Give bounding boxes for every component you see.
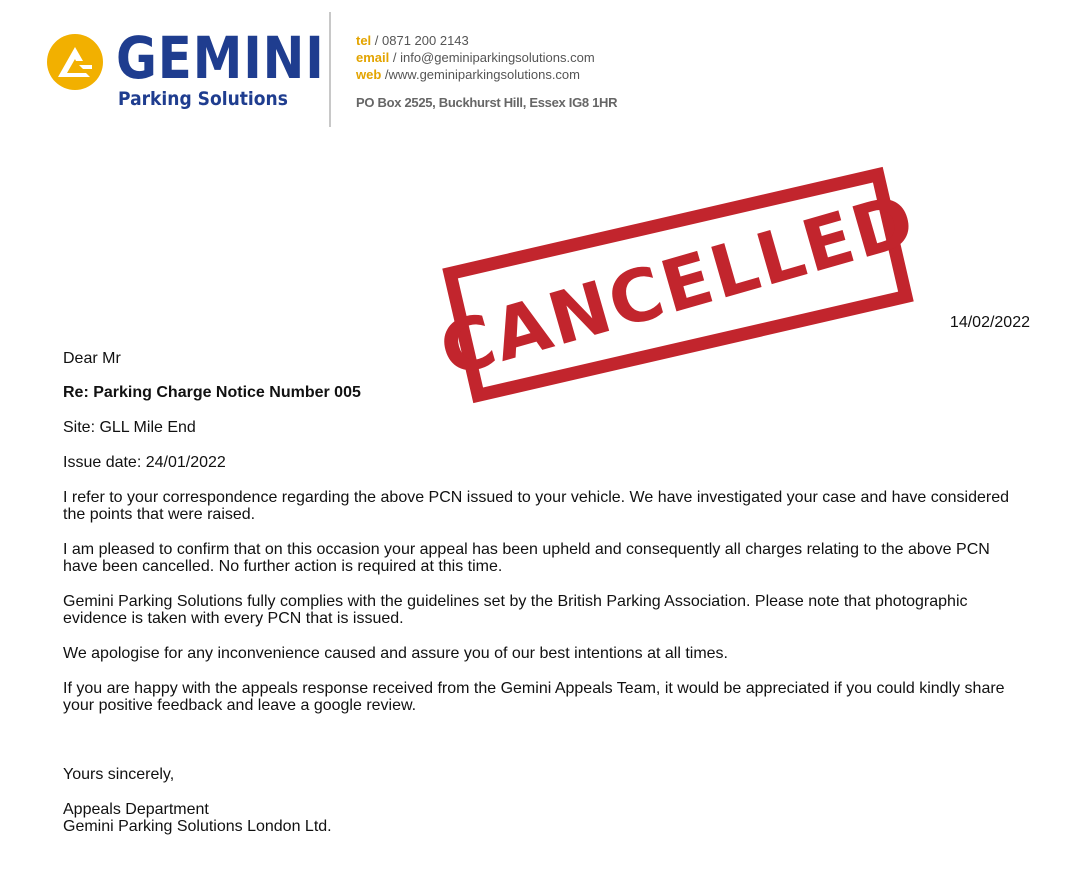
contact-web [356, 67, 580, 83]
issue-date-line: Issue date: 24/01/2022 [63, 454, 226, 471]
gemini-logo-icon [46, 33, 104, 91]
paragraph: We apologise for any inconvenience caused and assure you of our best intentions at all times. [63, 645, 728, 662]
header-divider [329, 12, 331, 127]
contact-address: PO Box 2525, Buckhurst Hill, Essex IG8 1HR [356, 95, 618, 110]
contact-email [356, 50, 595, 66]
stamp-text: CANCELLED [431, 177, 925, 393]
email-label: email [356, 50, 390, 65]
tel-label: tel [356, 33, 372, 48]
paragraph: I am pleased to confirm that on this occasion your appeal has been upheld and consequently all charges relating to the above PCN have been cancelled. No further action is required at this time. [63, 541, 990, 575]
letter-date: 14/02/2022 [949, 314, 1030, 331]
logo-wordmark: GEMINI [116, 24, 325, 92]
cancelled-stamp [431, 167, 925, 403]
signature-department: Appeals Department [63, 801, 209, 818]
paragraph: I refer to your correspondence regarding the above PCN issued to your vehicle. We have investigated your case and have considered the points that were raised. [63, 489, 1010, 523]
tel-value: / 0871 200 2143 [371, 33, 469, 48]
paragraph: If you are happy with the appeals response received from the Gemini Appeals Team, it would be appreciated if you could kindly share your positive feedback and leave a google review. [63, 680, 1005, 714]
salutation: Dear Mr [63, 350, 121, 367]
logo-subtitle: Parking Solutions [118, 88, 288, 110]
paragraph: Gemini Parking Solutions fully complies with the guidelines set by the British Parking Association. Please note that photographic evidence is taken with every PCN that is issued. [63, 593, 968, 627]
reference-line: Re: Parking Charge Notice Number 005 [63, 384, 361, 401]
site-line: Site: GLL Mile End [63, 419, 196, 436]
contact-tel [356, 33, 469, 49]
web-value: /www.geminiparkingsolutions.com [381, 67, 580, 82]
email-value: / info@geminiparkingsolutions.com [389, 50, 595, 65]
signature-company: Gemini Parking Solutions London Ltd. [63, 818, 332, 835]
web-label: web [356, 67, 382, 82]
closing: Yours sincerely, [63, 766, 175, 783]
